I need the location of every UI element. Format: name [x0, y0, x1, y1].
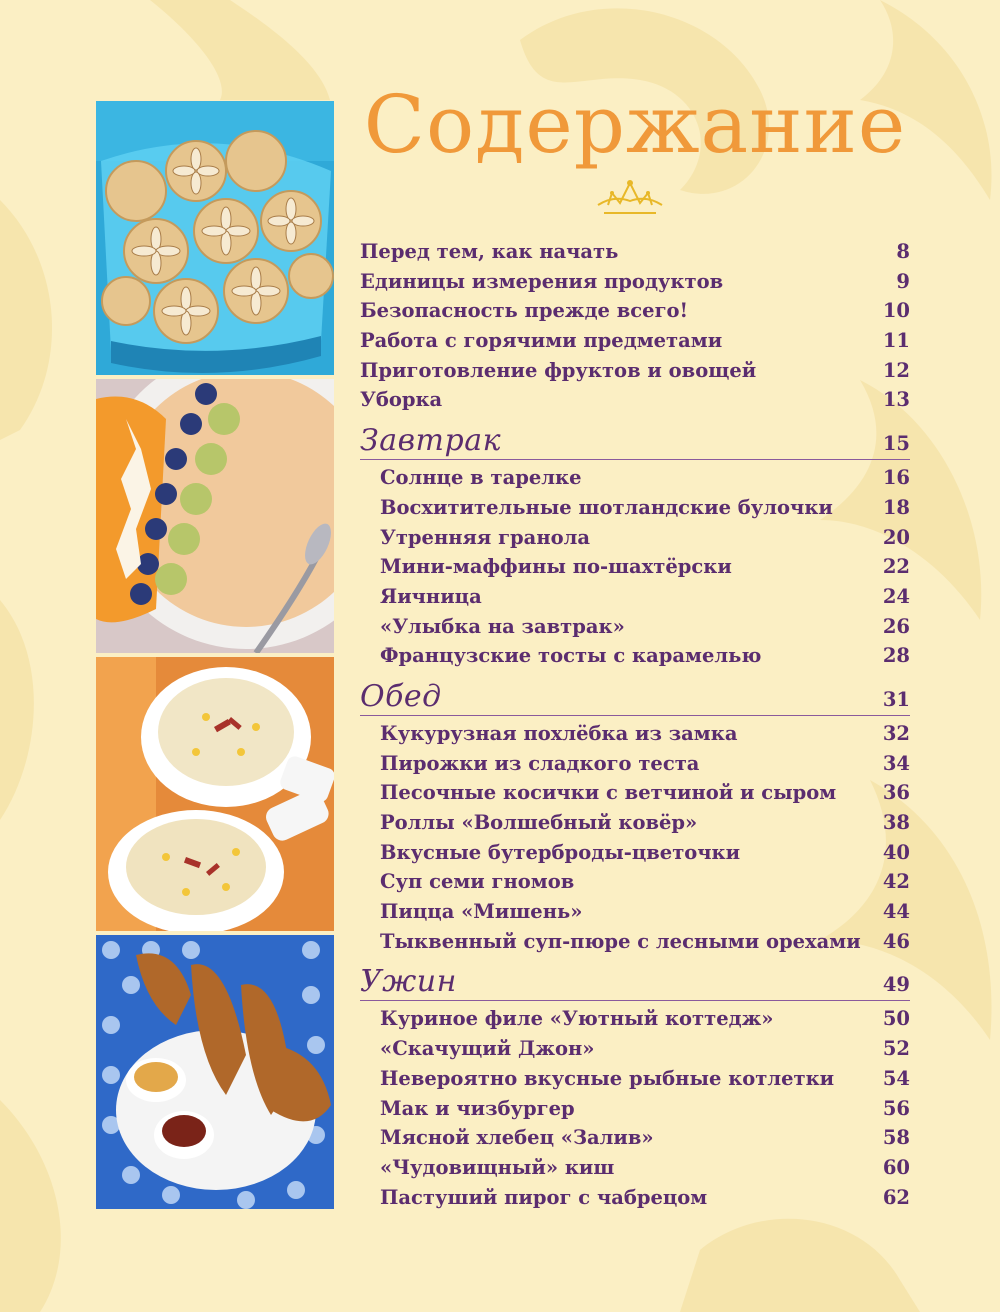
- toc-entry-page: 9: [896, 269, 910, 293]
- toc-entry-title: Куриное филе «Уютный коттедж»: [380, 1007, 774, 1031]
- toc-entry-page: 10: [882, 299, 910, 323]
- section-title: Завтрак: [360, 423, 501, 459]
- section-page: 15: [882, 432, 910, 456]
- toc-entry[interactable]: [360, 900, 910, 930]
- toc-entry-title: Суп семи гномов: [380, 870, 575, 894]
- toc-entry[interactable]: [360, 615, 910, 645]
- toc-entry[interactable]: [360, 466, 910, 496]
- toc-entry-title: «Улыбка на завтрак»: [380, 614, 625, 638]
- toc-entry-title: «Чудовищный» киш: [380, 1155, 615, 1179]
- toc-entry-title: Солнце в тарелке: [380, 466, 582, 490]
- toc-entry-page: 52: [882, 1037, 910, 1061]
- section-heading[interactable]: [360, 674, 910, 716]
- chicken-tenders-photo: [96, 935, 334, 1209]
- almond-cookies-photo: [96, 101, 334, 375]
- section-heading[interactable]: [360, 959, 910, 1001]
- toc-entry[interactable]: [360, 1186, 910, 1216]
- toc-entry[interactable]: [360, 781, 910, 811]
- toc-entry-page: 36: [882, 781, 910, 805]
- toc-entry-page: 34: [882, 751, 910, 775]
- toc-entry-title: Утренняя гранола: [380, 525, 590, 549]
- toc-entry[interactable]: [360, 555, 910, 585]
- toc-entry[interactable]: [360, 752, 910, 782]
- toc-entry[interactable]: [360, 870, 910, 900]
- toc-entry-page: 60: [882, 1155, 910, 1179]
- section-title: Обед: [360, 678, 442, 714]
- toc-entry[interactable]: [360, 1097, 910, 1127]
- corn-chowder-photo: [96, 657, 334, 931]
- toc-entry-page: 12: [882, 358, 910, 382]
- toc-entry[interactable]: [360, 585, 910, 615]
- toc-entry[interactable]: [360, 722, 910, 752]
- toc-entry-title: Вкусные бутерброды-цветочки: [380, 840, 741, 864]
- section-heading[interactable]: [360, 418, 910, 460]
- toc-entry[interactable]: [360, 644, 910, 674]
- smoothie-bowl-photo: [96, 379, 334, 653]
- intro-list: [360, 240, 910, 418]
- crown-ornament: [594, 177, 666, 219]
- toc-entry-page: 16: [882, 466, 910, 490]
- toc-entry-page: 44: [882, 900, 910, 924]
- toc-entry-title: Песочные косички с ветчиной и сыром: [380, 781, 837, 805]
- toc-entry-page: 58: [882, 1126, 910, 1150]
- toc-entry[interactable]: [360, 841, 910, 871]
- toc-entry[interactable]: [360, 299, 910, 329]
- toc-entry-page: 32: [882, 721, 910, 745]
- toc-entry[interactable]: [360, 388, 910, 418]
- toc-entry-page: 24: [882, 584, 910, 608]
- toc-entry-title: Приготовление фруктов и овощей: [360, 358, 757, 382]
- toc-entry-title: «Скачущий Джон»: [380, 1037, 595, 1061]
- toc-entry-title: Мак и чизбургер: [380, 1096, 575, 1120]
- toc-entry-page: 18: [882, 495, 910, 519]
- toc-entry-title: Яичница: [380, 584, 482, 608]
- toc-entry-page: 40: [882, 840, 910, 864]
- toc-entry-title: Безопасность прежде всего!: [360, 299, 689, 323]
- toc-entry-page: 62: [882, 1185, 910, 1209]
- toc-entry-title: Кукурузная похлёбка из замка: [380, 721, 738, 745]
- toc-entry-page: 50: [882, 1007, 910, 1031]
- toc-entry[interactable]: [360, 329, 910, 359]
- toc-entry-page: 26: [882, 614, 910, 638]
- toc-entry-page: 28: [882, 644, 910, 668]
- toc-entry-title: Единицы измерения продуктов: [360, 269, 724, 293]
- page-title: Содержание: [363, 78, 907, 171]
- toc-entry-title: Пирожки из сладкого теста: [380, 751, 700, 775]
- toc-entry-title: Мясной хлебец «Залив»: [380, 1126, 654, 1150]
- section-page: 49: [882, 973, 910, 997]
- toc-entry-title: Французские тосты с карамелью: [380, 644, 762, 668]
- toc-entry-page: 22: [882, 555, 910, 579]
- toc-entry-page: 11: [882, 329, 910, 353]
- photo-column: [96, 101, 334, 1213]
- toc-entry-page: 42: [882, 870, 910, 894]
- toc-entry-page: 13: [882, 388, 910, 412]
- toc-entry-title: Восхитительные шотландские булочки: [380, 495, 833, 519]
- toc-entry-page: 46: [882, 929, 910, 953]
- toc-entry-title: Работа с горячими предметами: [360, 329, 723, 353]
- table-of-contents: [360, 240, 910, 1215]
- toc-entry[interactable]: [360, 1156, 910, 1186]
- toc-entry[interactable]: [360, 496, 910, 526]
- section-page: 31: [882, 687, 910, 711]
- toc-entry-title: Пастуший пирог с чабрецом: [380, 1185, 708, 1209]
- toc-entry-page: 56: [882, 1096, 910, 1120]
- toc-entry[interactable]: [360, 359, 910, 389]
- toc-entry-page: 54: [882, 1066, 910, 1090]
- toc-entry[interactable]: [360, 240, 910, 270]
- toc-entry-title: Перед тем, как начать: [360, 240, 619, 263]
- toc-entry-page: 8: [896, 240, 910, 263]
- toc-entry-title: Роллы «Волшебный ковёр»: [380, 811, 698, 834]
- section-title: Ужин: [360, 964, 457, 1000]
- toc-entry[interactable]: [360, 1037, 910, 1067]
- toc-entry[interactable]: [360, 270, 910, 300]
- toc-entry[interactable]: [360, 1067, 910, 1097]
- toc-entry-title: Уборка: [360, 388, 443, 412]
- toc-entry-title: Пицца «Мишень»: [380, 900, 583, 924]
- toc-entry[interactable]: [360, 526, 910, 556]
- toc-entry[interactable]: [360, 811, 910, 841]
- toc-entry-page: 20: [882, 525, 910, 549]
- toc-entry[interactable]: [360, 1007, 910, 1037]
- toc-entry-title: Мини-маффины по-шахтёрски: [380, 555, 732, 579]
- toc-entry[interactable]: [360, 1126, 910, 1156]
- toc-entry-page: 38: [882, 811, 910, 834]
- toc-entry-title: Невероятно вкусные рыбные котлетки: [380, 1066, 835, 1090]
- sections-list: [360, 418, 910, 1215]
- toc-entry[interactable]: [360, 930, 910, 960]
- toc-entry-title: Тыквенный суп-пюре с лесными орехами: [380, 929, 861, 953]
